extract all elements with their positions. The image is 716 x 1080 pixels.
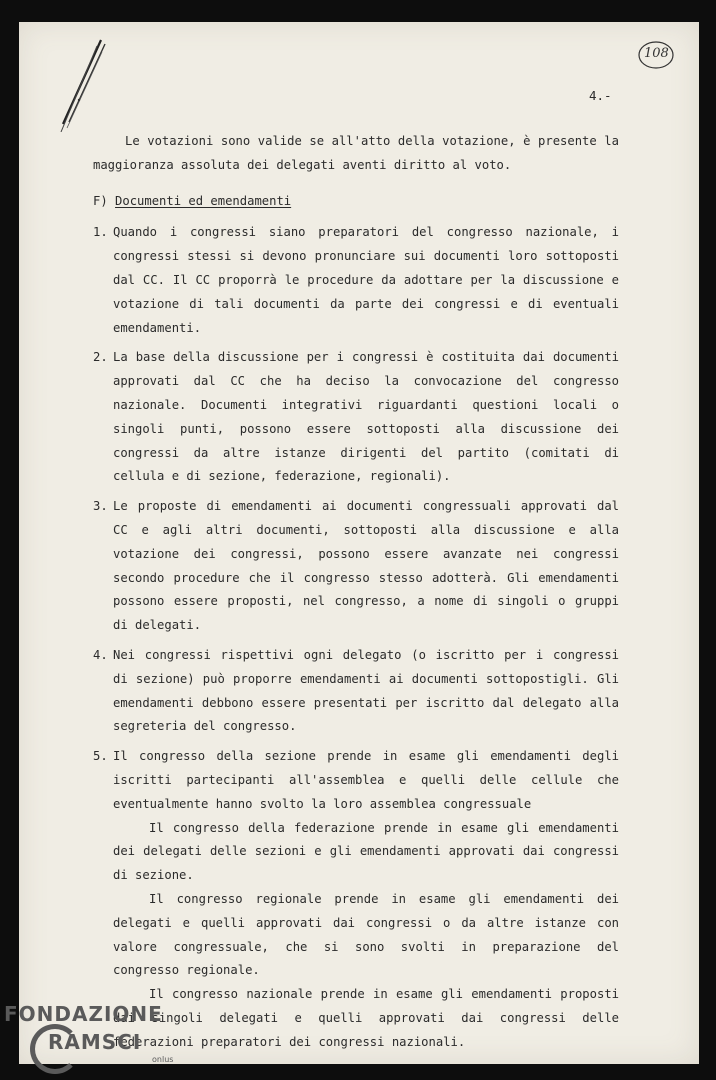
item-text: Le proposte di emendamenti ai documenti congressuali approvati dal CC e agli altri documenti, sottoposti alla discussione e alla votazione dei congressi, possono essere avanzate nei congressi secondo procedure che il congresso stesso adotterà. Gli emendamenti possono essere proposti, nel congresso, a nome di singoli o gruppi di delegati. (113, 499, 619, 633)
list-item (93, 644, 619, 739)
document-page (19, 22, 699, 1064)
item-number: 5. (93, 749, 108, 764)
document-body (93, 130, 619, 1060)
item-number: 1. (93, 225, 108, 240)
watermark-line3: onlus (152, 1055, 174, 1064)
item5-paragraph-sezione: Il congresso della sezione prende in esame gli emendamenti degli iscritti partecipanti all'assemblea e quelli delle cellule che eventualmente hanno svolto la loro assemblea congressuale (113, 749, 619, 811)
fondazione-gramsci-watermark (4, 1000, 194, 1080)
watermark-line2: RAMSCI (48, 1030, 142, 1054)
list-item (93, 495, 619, 638)
list-item (93, 346, 619, 489)
item-text: La base della discussione per i congressi è costituita dai documenti approvati dal CC che ha deciso la convocazione del congresso nazionale. Documenti integrativi riguardanti questioni locali o singoli punti, possono essere sottoposti alla discussione dei congressi da altre istanze dirigenti del partito (comitati di cellula e di sezione, federazione, regionali). (113, 350, 619, 484)
item5-paragraph-regionale: Il congresso regionale prende in esame gli emendamenti dei delegati e quelli approvati dai congressi o da altre istanze con valore congressuale, che si sono svolti in preparazione del congresso regionale. (113, 891, 619, 978)
item-text: Quando i congressi siano preparatori del congresso nazionale, i congressi stessi si devono pronunciare sui documenti loro sottoposti dal CC. Il CC proporrà le procedure da adottare per la discussione e votazione di tali documenti da parte dei congressi e di eventuali emendamenti. (113, 225, 619, 335)
watermark-line1: FONDAZIONE (4, 1002, 163, 1026)
intro-paragraph: Le votazioni sono valide se all'atto della votazione, è presente la maggioranza assoluta dei delegati aventi diritto al voto. (93, 134, 619, 172)
item-text: Nei congressi rispettivi ogni delegato (o iscritto per i congressi di sezione) può proporre emendamenti ai documenti sottopostigli. Gli emendamenti debbono essere presentati per iscritto dal delegato alla segreteria del congresso. (113, 647, 619, 734)
section-label: F) (93, 193, 108, 208)
item-number: 4. (93, 647, 108, 662)
section-heading (93, 190, 619, 214)
item-number: 2. (93, 350, 108, 365)
item5-paragraph-nazionale: Il congresso nazionale prende in esame gli emendamenti proposti dai singoli delegati e quelli approvati dai congressi delle federazioni preparatori dei congressi nazionali. (113, 987, 619, 1049)
page-number: 4.- (589, 88, 612, 103)
folio-number: 108 (644, 46, 669, 61)
folio-stamp (637, 39, 675, 71)
section-title: Documenti ed emendamenti (115, 193, 292, 208)
item-number: 3. (93, 499, 108, 514)
pen-stroke-mark (39, 32, 109, 132)
item5-paragraph-federazione: Il congresso della federazione prende in esame gli emendamenti dei delegati delle sezioni e gli emendamenti approvati dai congressi di sezione. (113, 820, 619, 883)
list-item (93, 221, 619, 340)
